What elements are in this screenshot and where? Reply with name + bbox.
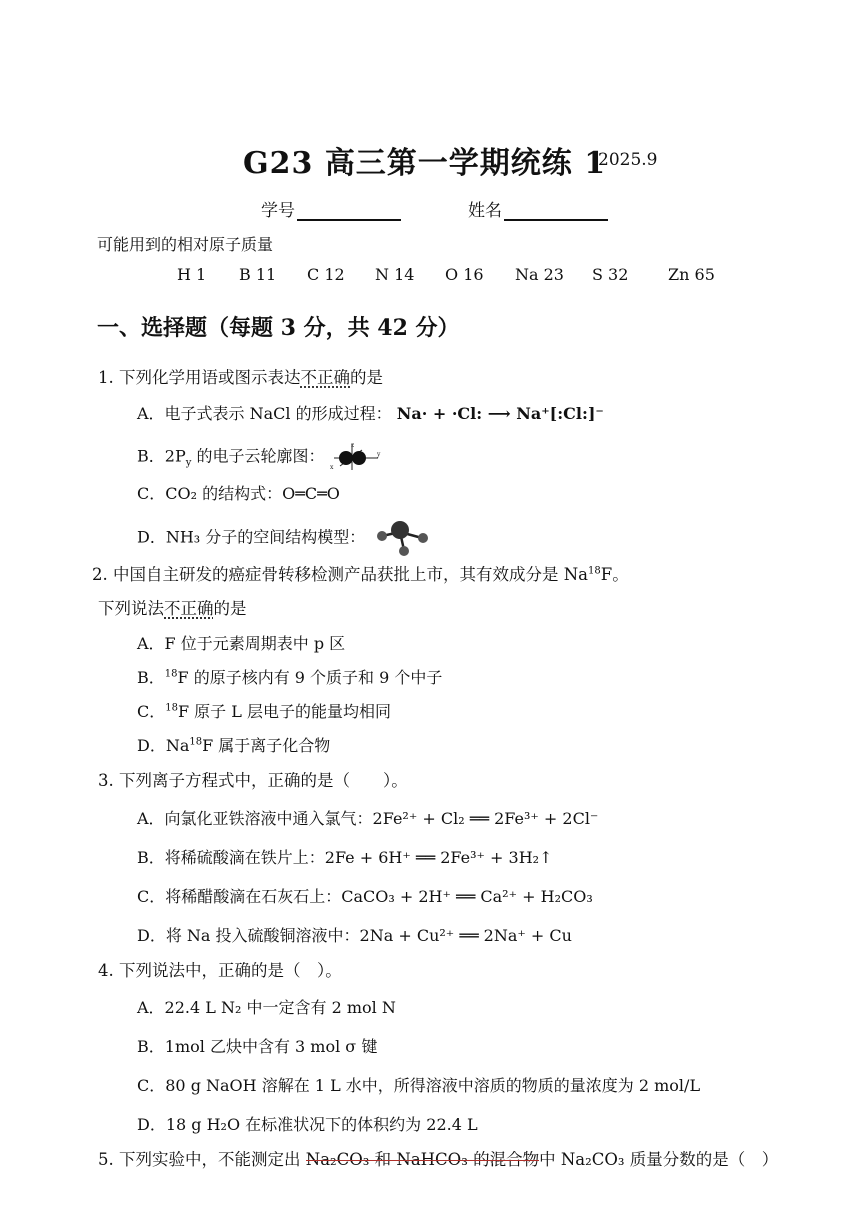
question-2-option-a[interactable]: A．F 位于元素周期表中 p 区 — [137, 634, 346, 653]
atomic-mass-item: S 32 — [592, 265, 629, 284]
name-label: 姓名 — [468, 201, 502, 221]
page-title: G23 高三第一学期统练 1 — [243, 146, 607, 181]
student-id-blank[interactable] — [297, 201, 401, 221]
question-4-option-d[interactable]: D．18 g H₂O 在标准状况下的体积约为 22.4 L — [137, 1115, 478, 1134]
student-id-field[interactable] — [261, 196, 401, 221]
emphasis-text: 不正确 — [164, 599, 214, 618]
question-1-option-c[interactable]: C．CO₂ 的结构式：O═C═O — [137, 484, 340, 503]
question-1-option-d[interactable]: D．NH₃ 分子的空间结构模型： — [137, 518, 434, 558]
question-2-option-c[interactable]: C．$^{18}$F 原子 L 层电子的能量均相同 — [137, 702, 391, 721]
struck-through-text: Na₂CO₃ 和 NaHCO₃ 的混合物 — [305, 1150, 540, 1169]
question-3-option-c[interactable]: C．将稀醋酸滴在石灰石上：CaCO₃ + 2H⁺ ══ Ca²⁺ + H₂CO₃ — [137, 887, 593, 906]
question-number: 5. — [98, 1150, 114, 1169]
question-1-stem: 1. 下列化学用语或图示表达不正确的是 — [98, 368, 383, 387]
atomic-mass-label: 可能用到的相对原子质量 — [97, 235, 274, 254]
question-2-option-d[interactable]: D．Na$^{18}$F 属于离子化合物 — [137, 736, 331, 755]
question-number: 3. — [98, 771, 114, 790]
nh3-ball-stick-model-icon — [370, 518, 434, 558]
name-blank[interactable] — [504, 201, 608, 221]
svg-text:y: y — [376, 451, 380, 458]
question-4-option-b[interactable]: B．1mol 乙炔中含有 3 mol σ 键 — [137, 1037, 378, 1056]
student-id-label: 学号 — [261, 201, 295, 221]
atomic-mass-item: O 16 — [445, 265, 484, 284]
atomic-mass-item: B 11 — [239, 265, 277, 284]
atomic-mass-item: N 14 — [375, 265, 415, 284]
question-2-stem-line2: 下列说法不正确的是 — [98, 599, 247, 618]
question-3-option-a[interactable]: A．向氯化亚铁溶液中通入氯气：2Fe²⁺ + Cl₂ ══ 2Fe³⁺ + 2Cl⁻ — [137, 809, 599, 828]
question-2-option-b[interactable]: B．$^{18}$F 的原子核内有 9 个质子和 9 个中子 — [137, 668, 443, 687]
question-5-stem: 5. 下列实验中，不能测定出 Na₂CO₃ 和 NaHCO₃ 的混合物中 Na₂CO₃ 质量分数的是（ ） — [98, 1150, 779, 1169]
question-3-stem: 3. 下列离子方程式中，正确的是（ ）。 — [98, 771, 408, 790]
question-number: 4. — [98, 961, 114, 980]
question-1-option-b[interactable]: B．$2P_y$ 的电子云轮廓图： x y z — [137, 442, 380, 471]
question-3-option-d[interactable]: D．将 Na 投入硫酸铜溶液中：2Na + Cu²⁺ ══ 2Na⁺ + Cu — [137, 926, 572, 945]
section-title: 一、选择题（每题 3 分，共 42 分） — [97, 315, 460, 341]
p-orbital-diagram-icon — [330, 442, 382, 472]
nacl-formation-formula: Na· + ·Cl: ⟶ Na⁺[:Cl:]⁻ — [396, 404, 604, 423]
exam-date: 2025.9 — [598, 150, 658, 170]
atomic-mass-item: Na 23 — [515, 265, 564, 284]
question-4-option-a[interactable]: A．22.4 L N₂ 中一定含有 2 mol N — [137, 998, 396, 1017]
question-1-option-a[interactable]: A．电子式表示 NaCl 的形成过程： Na· + ·Cl: ⟶ Na⁺[:Cl:]⁻ — [137, 404, 604, 423]
question-3-option-b[interactable]: B．将稀硫酸滴在铁片上：2Fe + 6H⁺ ══ 2Fe³⁺ + 3H₂↑ — [137, 848, 553, 867]
question-4-option-c[interactable]: C．80 g NaOH 溶解在 1 L 水中，所得溶液中溶质的物质的量浓度为 2 mol/L — [137, 1076, 701, 1095]
question-4-stem: 4. 下列说法中，正确的是（ ）。 — [98, 961, 342, 980]
atomic-mass-item: C 12 — [307, 265, 345, 284]
question-number: 2. — [92, 565, 108, 584]
name-field[interactable] — [468, 196, 608, 221]
atomic-mass-item: Zn 65 — [668, 265, 715, 284]
question-number: 1. — [98, 368, 114, 387]
svg-text:z: z — [350, 442, 354, 449]
question-2-stem: 2. 中国自主研发的癌症骨转移检测产品获批上市，其有效成分是 Na$^{18}$F。 — [92, 565, 629, 584]
atomic-mass-item: H 1 — [177, 265, 207, 284]
emphasis-text: 不正确 — [300, 368, 350, 387]
svg-text:x: x — [329, 464, 333, 471]
